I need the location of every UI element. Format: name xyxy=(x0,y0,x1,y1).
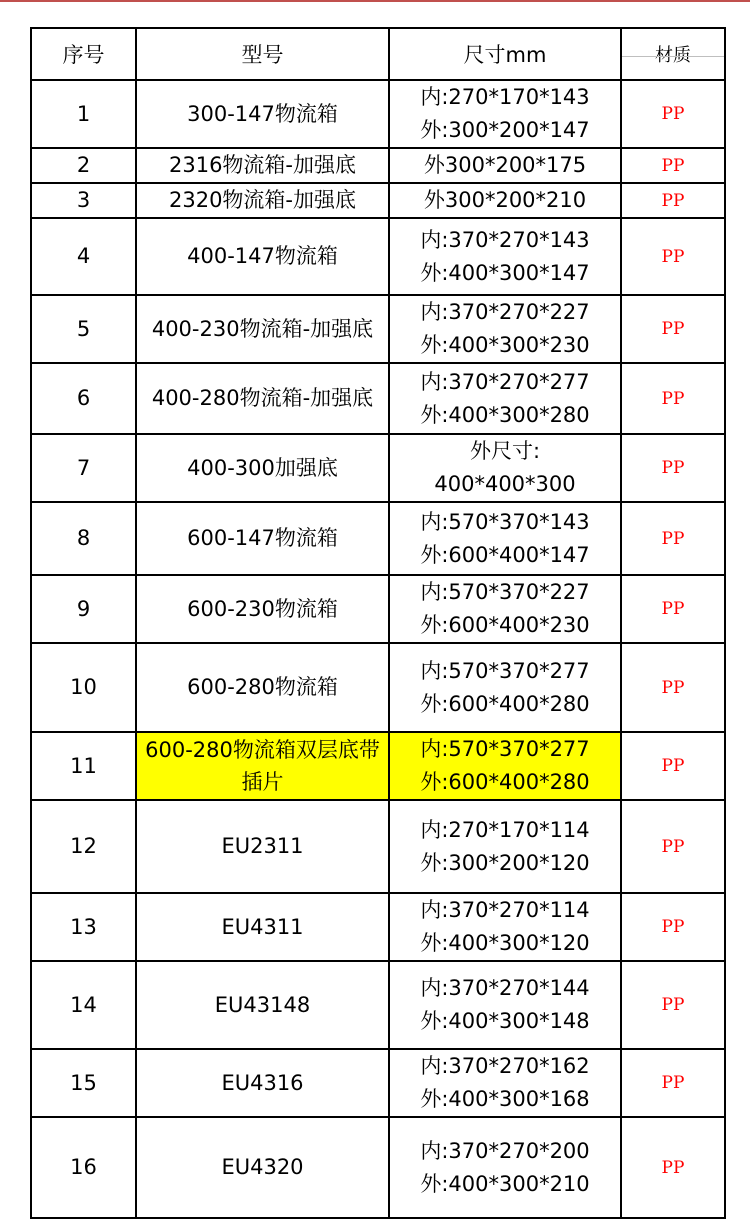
table-row xyxy=(31,1117,725,1218)
size-line: 外:600*400*147 xyxy=(420,542,590,567)
row-size xyxy=(389,800,621,893)
top-rule xyxy=(0,0,750,2)
row-material: PP xyxy=(621,502,725,575)
row-number: 6 xyxy=(31,363,136,434)
table-row xyxy=(31,575,725,643)
size-line: 内:570*370*277 xyxy=(420,658,590,683)
size-line: 外:600*400*280 xyxy=(420,770,590,794)
size-line: 内:370*270*114 xyxy=(420,898,590,922)
table-row xyxy=(31,295,725,363)
table-row xyxy=(31,732,725,800)
size-line: 内:270*170*143 xyxy=(420,85,590,109)
row-size xyxy=(389,502,621,575)
row-number: 9 xyxy=(31,575,136,643)
table-row xyxy=(31,218,725,295)
size-line: 外:400*300*148 xyxy=(420,1009,590,1033)
size-line: 内:370*270*200 xyxy=(420,1138,590,1163)
row-model: 400-147物流箱 xyxy=(136,218,389,295)
row-number: 13 xyxy=(31,893,136,961)
row-number: 14 xyxy=(31,961,136,1049)
row-model: EU4320 xyxy=(136,1117,389,1218)
row-model: EU4316 xyxy=(136,1049,389,1117)
row-size xyxy=(389,218,621,295)
table-body xyxy=(31,80,725,1218)
size-line: 外:600*400*230 xyxy=(420,613,590,637)
size-line: 内:570*370*143 xyxy=(420,509,590,534)
row-material: PP xyxy=(621,295,725,363)
size-line: 外:300*200*147 xyxy=(420,118,590,142)
row-size xyxy=(389,1117,621,1218)
row-model: 2320物流箱-加强底 xyxy=(136,183,389,218)
product-spec-table xyxy=(30,27,726,1219)
table-row xyxy=(31,502,725,575)
size-line: 内:270*170*114 xyxy=(420,817,590,842)
table-row xyxy=(31,643,725,732)
row-number: 16 xyxy=(31,1117,136,1218)
size-line: 内:370*270*143 xyxy=(420,227,590,252)
row-number: 4 xyxy=(31,218,136,295)
table-row xyxy=(31,80,725,148)
table-row xyxy=(31,434,725,502)
size-line: 外300*200*175 xyxy=(423,153,587,177)
size-line: 外300*200*210 xyxy=(423,188,587,212)
row-size xyxy=(389,434,621,502)
size-line: 外:400*300*147 xyxy=(420,260,590,285)
row-model: 400-230物流箱-加强底 xyxy=(136,295,389,363)
row-material: PP xyxy=(621,363,725,434)
size-line: 内:370*270*227 xyxy=(420,300,590,324)
row-material: PP xyxy=(621,183,725,218)
size-line: 内:370*270*277 xyxy=(420,369,590,394)
header-material xyxy=(621,28,725,80)
header-row xyxy=(31,28,725,80)
size-line: 外:600*400*280 xyxy=(420,691,590,716)
size-line: 外:400*300*230 xyxy=(420,333,590,357)
row-model: EU2311 xyxy=(136,800,389,893)
table-row xyxy=(31,183,725,218)
size-line: 外:300*200*120 xyxy=(420,850,590,875)
table-row xyxy=(31,363,725,434)
row-number: 2 xyxy=(31,148,136,183)
row-model: EU43148 xyxy=(136,961,389,1049)
row-size xyxy=(389,183,621,218)
row-material: PP xyxy=(621,800,725,893)
row-size xyxy=(389,1049,621,1117)
row-size xyxy=(389,643,621,732)
header-no: 序号 xyxy=(31,28,136,80)
table-row xyxy=(31,1049,725,1117)
row-number: 5 xyxy=(31,295,136,363)
row-number: 7 xyxy=(31,434,136,502)
size-line: 内:370*270*162 xyxy=(420,1054,590,1078)
row-size xyxy=(389,893,621,961)
row-model: EU4311 xyxy=(136,893,389,961)
row-material: PP xyxy=(621,434,725,502)
header-divider xyxy=(622,56,724,57)
size-line: 外尺寸: xyxy=(469,439,541,463)
row-number: 8 xyxy=(31,502,136,575)
row-size xyxy=(389,80,621,148)
table-row xyxy=(31,893,725,961)
row-material: PP xyxy=(621,643,725,732)
row-material: PP xyxy=(621,80,725,148)
size-line: 内:370*270*144 xyxy=(420,976,590,1000)
row-material: PP xyxy=(621,1049,725,1117)
row-model: 600-280物流箱 xyxy=(136,643,389,732)
row-size xyxy=(389,363,621,434)
row-material: PP xyxy=(621,575,725,643)
size-line: 内:570*370*227 xyxy=(420,580,590,604)
header-model: 型号 xyxy=(136,28,389,80)
row-number: 1 xyxy=(31,80,136,148)
row-size xyxy=(389,732,621,800)
header-size: 尺寸mm xyxy=(389,28,621,80)
row-material: PP xyxy=(621,218,725,295)
row-model: 2316物流箱-加强底 xyxy=(136,148,389,183)
row-material: PP xyxy=(621,961,725,1049)
row-material: PP xyxy=(621,732,725,800)
row-model: 400-300加强底 xyxy=(136,434,389,502)
row-number: 3 xyxy=(31,183,136,218)
row-model: 600-280物流箱双层底带插片 xyxy=(136,732,389,800)
row-material: PP xyxy=(621,893,725,961)
table-row xyxy=(31,148,725,183)
row-number: 11 xyxy=(31,732,136,800)
row-material: PP xyxy=(621,1117,725,1218)
header-material-label: 材质 xyxy=(655,45,691,66)
size-line: 内:570*370*277 xyxy=(420,737,590,761)
row-number: 12 xyxy=(31,800,136,893)
size-line: 外:400*300*280 xyxy=(420,402,590,427)
table-row xyxy=(31,800,725,893)
row-size xyxy=(389,148,621,183)
row-number: 10 xyxy=(31,643,136,732)
size-line: 外:400*300*210 xyxy=(420,1171,590,1196)
row-size xyxy=(389,295,621,363)
row-material: PP xyxy=(621,148,725,183)
row-model: 600-147物流箱 xyxy=(136,502,389,575)
row-number: 15 xyxy=(31,1049,136,1117)
row-model: 600-230物流箱 xyxy=(136,575,389,643)
size-line: 400*400*300 xyxy=(434,472,576,496)
row-model: 400-280物流箱-加强底 xyxy=(136,363,389,434)
size-line: 外:400*300*168 xyxy=(420,1087,590,1111)
row-size xyxy=(389,961,621,1049)
table-row xyxy=(31,961,725,1049)
row-model: 300-147物流箱 xyxy=(136,80,389,148)
size-line: 外:400*300*120 xyxy=(420,931,590,955)
row-size xyxy=(389,575,621,643)
